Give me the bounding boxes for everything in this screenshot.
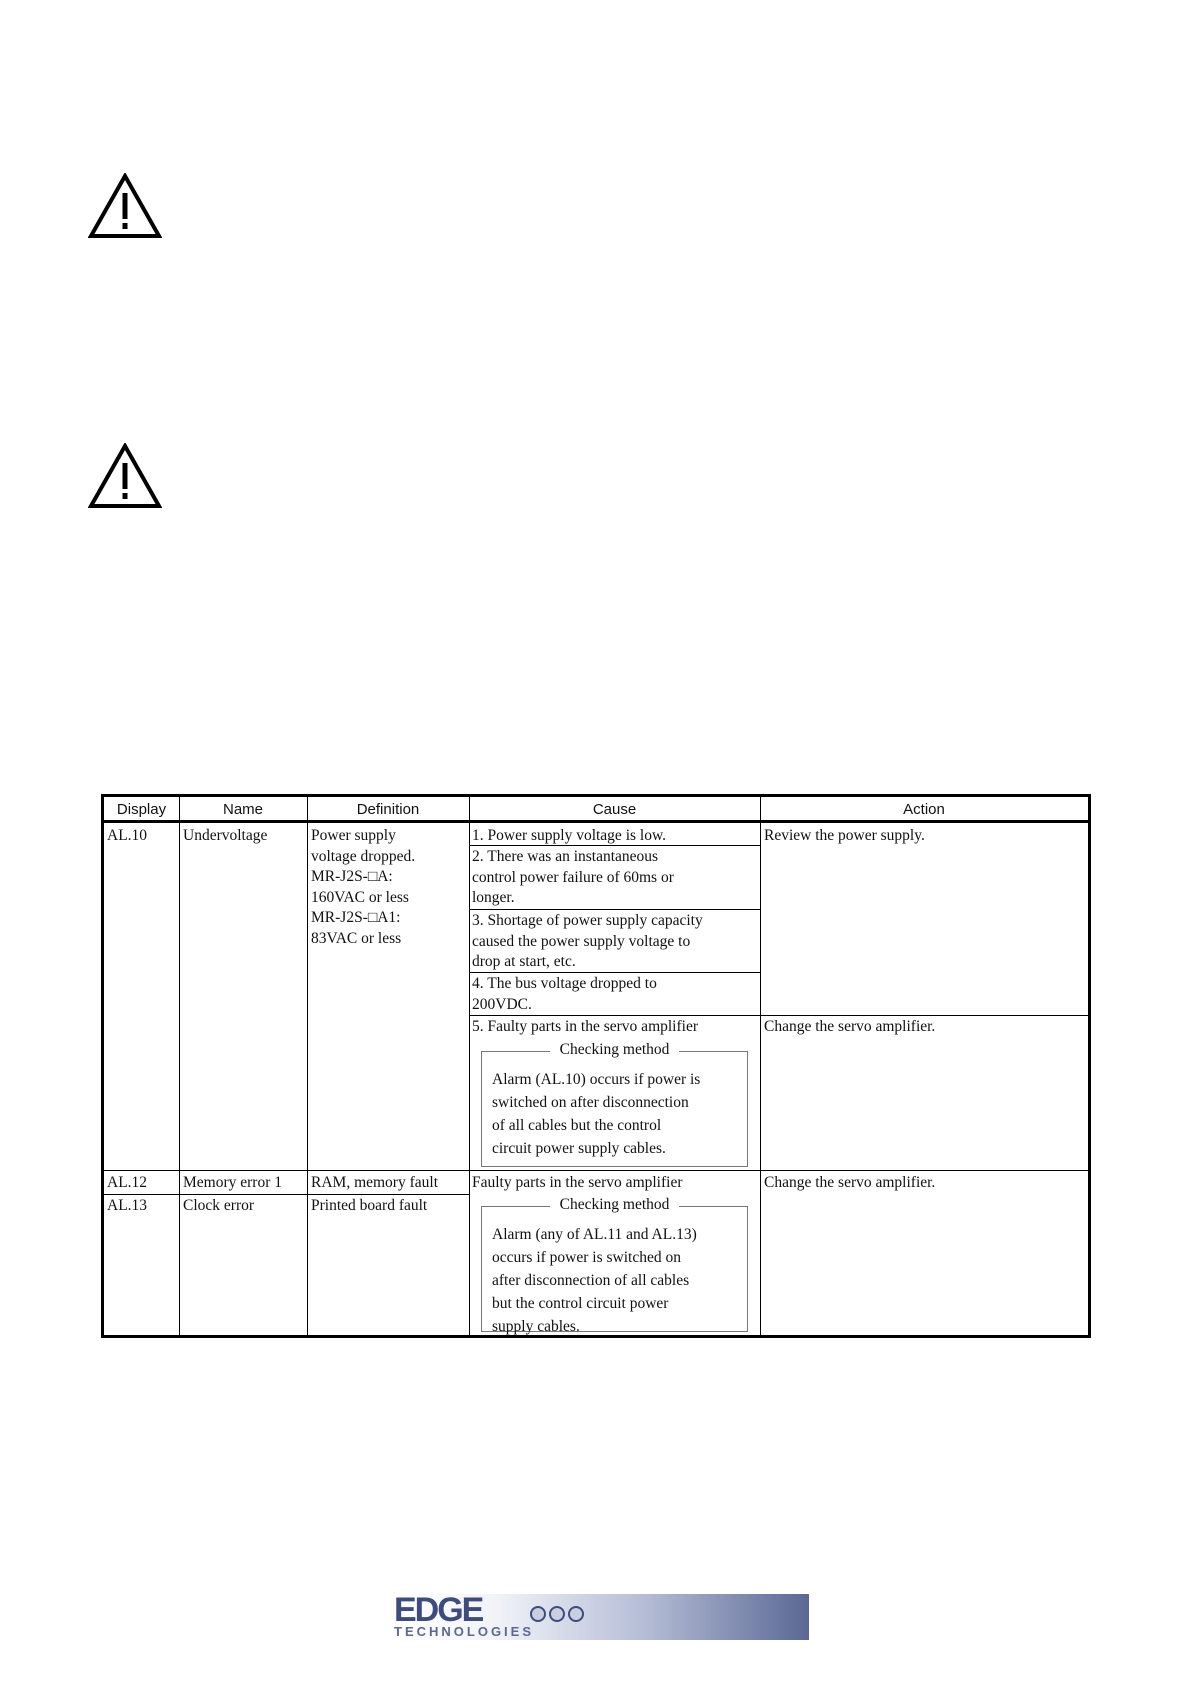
checking-method-box: [481, 1041, 748, 1167]
logo-word: EDGE: [394, 1591, 483, 1629]
logo-dots-icon: [530, 1606, 584, 1622]
definition-al13: Printed board fault: [311, 1197, 428, 1214]
name-al13: Clock error: [183, 1197, 255, 1214]
checking-method-text: Alarm (any of AL.11 and AL.13) occurs if power is switched on after disconnection of all cables but the control circuit power supply cables.: [492, 1226, 697, 1335]
name-al10: Undervoltage: [183, 827, 268, 844]
name-al12: Memory error 1: [183, 1174, 282, 1191]
action-review-power: Review the power supply.: [764, 827, 925, 844]
cause-1: 1. Power supply voltage is low.: [472, 827, 667, 844]
warning-triangle-icon: [88, 173, 162, 239]
warning-triangle-icon: [88, 443, 162, 509]
display-al12: AL.12: [107, 1174, 148, 1191]
checking-method-text: Alarm (AL.10) occurs if power is switched on after disconnection of all cables but the control circuit power supply cables.: [492, 1071, 701, 1157]
action-al12-13: Change the servo amplifier.: [764, 1174, 936, 1191]
definition-al10: Power supply voltage dropped. MR-J2S-□A: 160VAC or less MR-J2S-□A1: 83VAC or less: [311, 827, 416, 947]
alarm-table: [101, 794, 1091, 1338]
header-display: Display: [116, 801, 167, 818]
cause-3: 3. Shortage of power supply capacity caused the power supply voltage to drop at start, etc.: [472, 912, 703, 970]
logo-subtitle: TECHNOLOGIES: [394, 1624, 535, 1639]
header-cause: Cause: [592, 801, 637, 818]
cause-2: 2. There was an instantaneous control power failure of 60ms or longer.: [472, 848, 674, 906]
checking-method-title: Checking method: [550, 1041, 680, 1058]
cause-5: 5. Faulty parts in the servo amplifier: [472, 1018, 698, 1035]
action-change-amplifier: Change the servo amplifier.: [764, 1018, 936, 1035]
header-action: Action: [903, 801, 945, 818]
definition-al12: RAM, memory fault: [311, 1174, 438, 1191]
display-al10: AL.10: [107, 827, 148, 844]
display-al13: AL.13: [107, 1197, 148, 1214]
header-name: Name: [222, 801, 263, 818]
checking-method-title: Checking method: [550, 1196, 680, 1213]
header-definition: Definition: [356, 801, 420, 818]
cause-4: 4. The bus voltage dropped to 200VDC.: [472, 975, 657, 1013]
checking-method-box: [481, 1196, 748, 1335]
cause-al12-13: Faulty parts in the servo amplifier: [472, 1174, 683, 1191]
edge-technologies-logo: [392, 1591, 809, 1640]
